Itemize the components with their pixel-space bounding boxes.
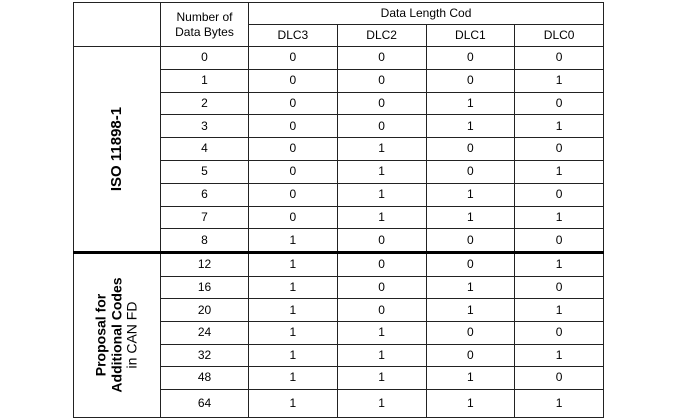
dlc1-cell: 0 bbox=[426, 47, 515, 70]
bytes-cell: 3 bbox=[161, 115, 249, 138]
iso-group-label: ISO 11898-1 bbox=[107, 106, 125, 192]
dlc1-cell: 0 bbox=[426, 69, 515, 92]
dlc3-cell: 1 bbox=[249, 344, 338, 367]
dlc1-cell: 0 bbox=[426, 138, 515, 161]
dlc2-cell: 0 bbox=[337, 229, 426, 253]
dlc0-cell: 0 bbox=[515, 138, 604, 161]
dlc2-cell: 1 bbox=[337, 344, 426, 367]
dlc1-cell: 1 bbox=[426, 299, 515, 322]
dlc3-cell: 1 bbox=[249, 321, 338, 344]
bytes-header-line2: Data Bytes bbox=[175, 24, 234, 39]
dlc2-cell: 1 bbox=[337, 389, 426, 417]
header-row-top bbox=[74, 3, 604, 25]
bytes-cell: 5 bbox=[161, 160, 249, 183]
dlc0-cell: 1 bbox=[515, 299, 604, 322]
dlc2-cell: 1 bbox=[337, 138, 426, 161]
bytes-cell: 20 bbox=[161, 299, 249, 322]
dlc0-cell: 0 bbox=[515, 229, 604, 253]
dlc1-header: DLC1 bbox=[426, 25, 515, 47]
dlc1-cell: 0 bbox=[426, 160, 515, 183]
bytes-cell: 2 bbox=[161, 92, 249, 115]
dlc0-cell: 0 bbox=[515, 92, 604, 115]
bytes-header-line1: Number of bbox=[176, 10, 233, 25]
dlc1-cell: 0 bbox=[426, 229, 515, 253]
bytes-cell: 8 bbox=[161, 229, 249, 253]
dlc2-cell: 0 bbox=[337, 115, 426, 138]
dlc0-cell: 0 bbox=[515, 367, 604, 390]
dlc1-cell: 1 bbox=[426, 367, 515, 390]
dlc3-cell: 0 bbox=[249, 206, 338, 229]
dlc1-cell: 0 bbox=[426, 253, 515, 277]
dlc3-cell: 1 bbox=[249, 253, 338, 277]
dlc0-cell: 0 bbox=[515, 276, 604, 299]
dlc3-cell: 0 bbox=[249, 92, 338, 115]
dlc0-cell: 1 bbox=[515, 206, 604, 229]
dlc3-cell: 0 bbox=[249, 115, 338, 138]
dlc2-cell: 1 bbox=[337, 206, 426, 229]
bytes-cell: 7 bbox=[161, 206, 249, 229]
dlc2-cell: 1 bbox=[337, 367, 426, 390]
dlc1-cell: 1 bbox=[426, 389, 515, 417]
dlc2-cell: 0 bbox=[337, 92, 426, 115]
dlc3-cell: 0 bbox=[249, 69, 338, 92]
dlc2-cell: 0 bbox=[337, 299, 426, 322]
dlc1-cell: 1 bbox=[426, 206, 515, 229]
dlc1-cell: 0 bbox=[426, 321, 515, 344]
dlc0-cell: 1 bbox=[515, 69, 604, 92]
dlc3-cell: 1 bbox=[249, 389, 338, 417]
dlc1-cell: 0 bbox=[426, 344, 515, 367]
dlc2-cell: 1 bbox=[337, 183, 426, 206]
corner-cell bbox=[74, 3, 161, 47]
dlc0-cell: 1 bbox=[515, 344, 604, 367]
dlc2-header: DLC2 bbox=[337, 25, 426, 47]
dlc3-cell: 0 bbox=[249, 138, 338, 161]
dlc1-cell: 1 bbox=[426, 183, 515, 206]
dlc0-header: DLC0 bbox=[515, 25, 604, 47]
dlc3-cell: 1 bbox=[249, 299, 338, 322]
bytes-cell: 4 bbox=[161, 138, 249, 161]
bytes-cell: 0 bbox=[161, 47, 249, 70]
dlc2-cell: 0 bbox=[337, 47, 426, 70]
bytes-cell: 16 bbox=[161, 276, 249, 299]
dlc-group-header: Data Length Cod bbox=[249, 3, 604, 25]
dlc3-cell: 1 bbox=[249, 276, 338, 299]
dlc0-cell: 0 bbox=[515, 321, 604, 344]
table-row bbox=[74, 253, 604, 277]
dlc0-cell: 1 bbox=[515, 160, 604, 183]
bytes-cell: 6 bbox=[161, 183, 249, 206]
dlc3-cell: 1 bbox=[249, 367, 338, 390]
dlc0-cell: 1 bbox=[515, 389, 604, 417]
bytes-column-header bbox=[161, 3, 249, 47]
bytes-cell: 1 bbox=[161, 69, 249, 92]
dlc0-cell: 0 bbox=[515, 183, 604, 206]
dlc2-cell: 0 bbox=[337, 69, 426, 92]
table-row bbox=[74, 47, 604, 70]
dlc1-cell: 1 bbox=[426, 276, 515, 299]
bytes-cell: 64 bbox=[161, 389, 249, 417]
dlc-table-container bbox=[73, 2, 603, 409]
dlc2-cell: 0 bbox=[337, 276, 426, 299]
fd-group-cell bbox=[74, 253, 161, 418]
dlc1-cell: 1 bbox=[426, 92, 515, 115]
bytes-cell: 32 bbox=[161, 344, 249, 367]
bytes-cell: 12 bbox=[161, 253, 249, 277]
fd-group-label bbox=[93, 278, 140, 393]
dlc3-cell: 0 bbox=[249, 160, 338, 183]
dlc-table bbox=[73, 2, 604, 418]
dlc2-cell: 0 bbox=[337, 253, 426, 277]
iso-group-cell bbox=[74, 47, 161, 253]
dlc3-cell: 1 bbox=[249, 229, 338, 253]
bytes-cell: 24 bbox=[161, 321, 249, 344]
fd-label-line3: in CAN FD bbox=[123, 302, 140, 369]
dlc2-cell: 1 bbox=[337, 321, 426, 344]
dlc2-cell: 1 bbox=[337, 160, 426, 183]
dlc0-cell: 1 bbox=[515, 115, 604, 138]
dlc0-cell: 0 bbox=[515, 47, 604, 70]
dlc3-header: DLC3 bbox=[249, 25, 338, 47]
dlc3-cell: 0 bbox=[249, 183, 338, 206]
dlc0-cell: 1 bbox=[515, 253, 604, 277]
fd-label-line2: Additional Codes bbox=[108, 277, 125, 394]
fd-label-line1: Proposal for bbox=[92, 294, 109, 377]
dlc1-cell: 1 bbox=[426, 115, 515, 138]
dlc3-cell: 0 bbox=[249, 47, 338, 70]
bytes-cell: 48 bbox=[161, 367, 249, 390]
